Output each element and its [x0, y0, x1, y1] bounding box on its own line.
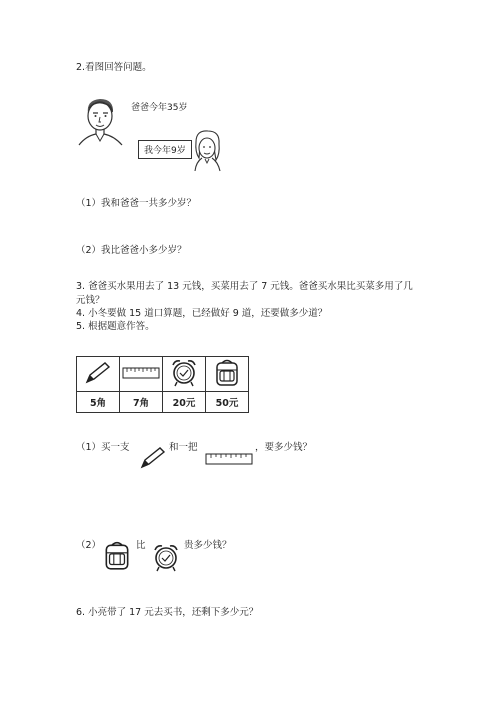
q5-sub2-suffix: 贵多少钱？	[184, 540, 232, 551]
father-age-caption: 爸爸今年35岁	[131, 103, 188, 113]
backpack-icon	[213, 358, 241, 388]
q5-sub1-mid: 和一把	[169, 442, 198, 453]
child-illustration	[190, 128, 226, 172]
q5-title: 5. 根据题意作答。	[76, 321, 155, 332]
price-table	[76, 356, 249, 413]
price-clock: 20元	[163, 392, 206, 413]
q5-sub1-suffix: ，要多少钱？	[255, 442, 313, 453]
q6-text: 6. 小亮带了 17 元去买书，还剩下多少元？	[76, 607, 259, 618]
child-age-bubble: 我今年9岁	[138, 140, 192, 159]
q4-text: 4. 小冬要做 15 道口算题，已经做好 9 道，还要做多少道？	[76, 308, 328, 319]
father-illustration	[76, 94, 126, 146]
price-cell-pencil	[77, 357, 120, 392]
q5-sub2-mid: 比	[136, 540, 146, 551]
backpack-icon	[102, 540, 132, 572]
q5-sub1-prefix: （1）买一支	[76, 442, 130, 453]
price-backpack: 50元	[206, 392, 249, 413]
ruler-icon	[122, 366, 160, 380]
ruler-icon	[205, 452, 253, 466]
q3-line1: 3. 爸爸买水果用去了 13 元钱，买菜用去了 7 元钱。爸爸买水果比买菜多用了几	[76, 281, 413, 292]
alarm-clock-icon	[152, 543, 180, 573]
q2-sub1: （1）我和爸爸一共多少岁？	[76, 198, 197, 209]
pencil-icon	[138, 445, 168, 471]
q3-line2: 元钱？	[76, 295, 105, 306]
price-cell-backpack	[206, 357, 249, 392]
price-ruler: 7角	[120, 392, 163, 413]
alarm-clock-icon	[170, 358, 198, 388]
q2-sub2: （2）我比爸爸小多少岁？	[76, 245, 187, 256]
pencil-icon	[83, 360, 113, 386]
q2-title: 2.看图回答问题。	[76, 62, 152, 73]
price-cell-clock	[163, 357, 206, 392]
price-pencil: 5角	[77, 392, 120, 413]
price-cell-ruler	[120, 357, 163, 392]
q5-sub2-prefix: （2）	[76, 540, 102, 551]
